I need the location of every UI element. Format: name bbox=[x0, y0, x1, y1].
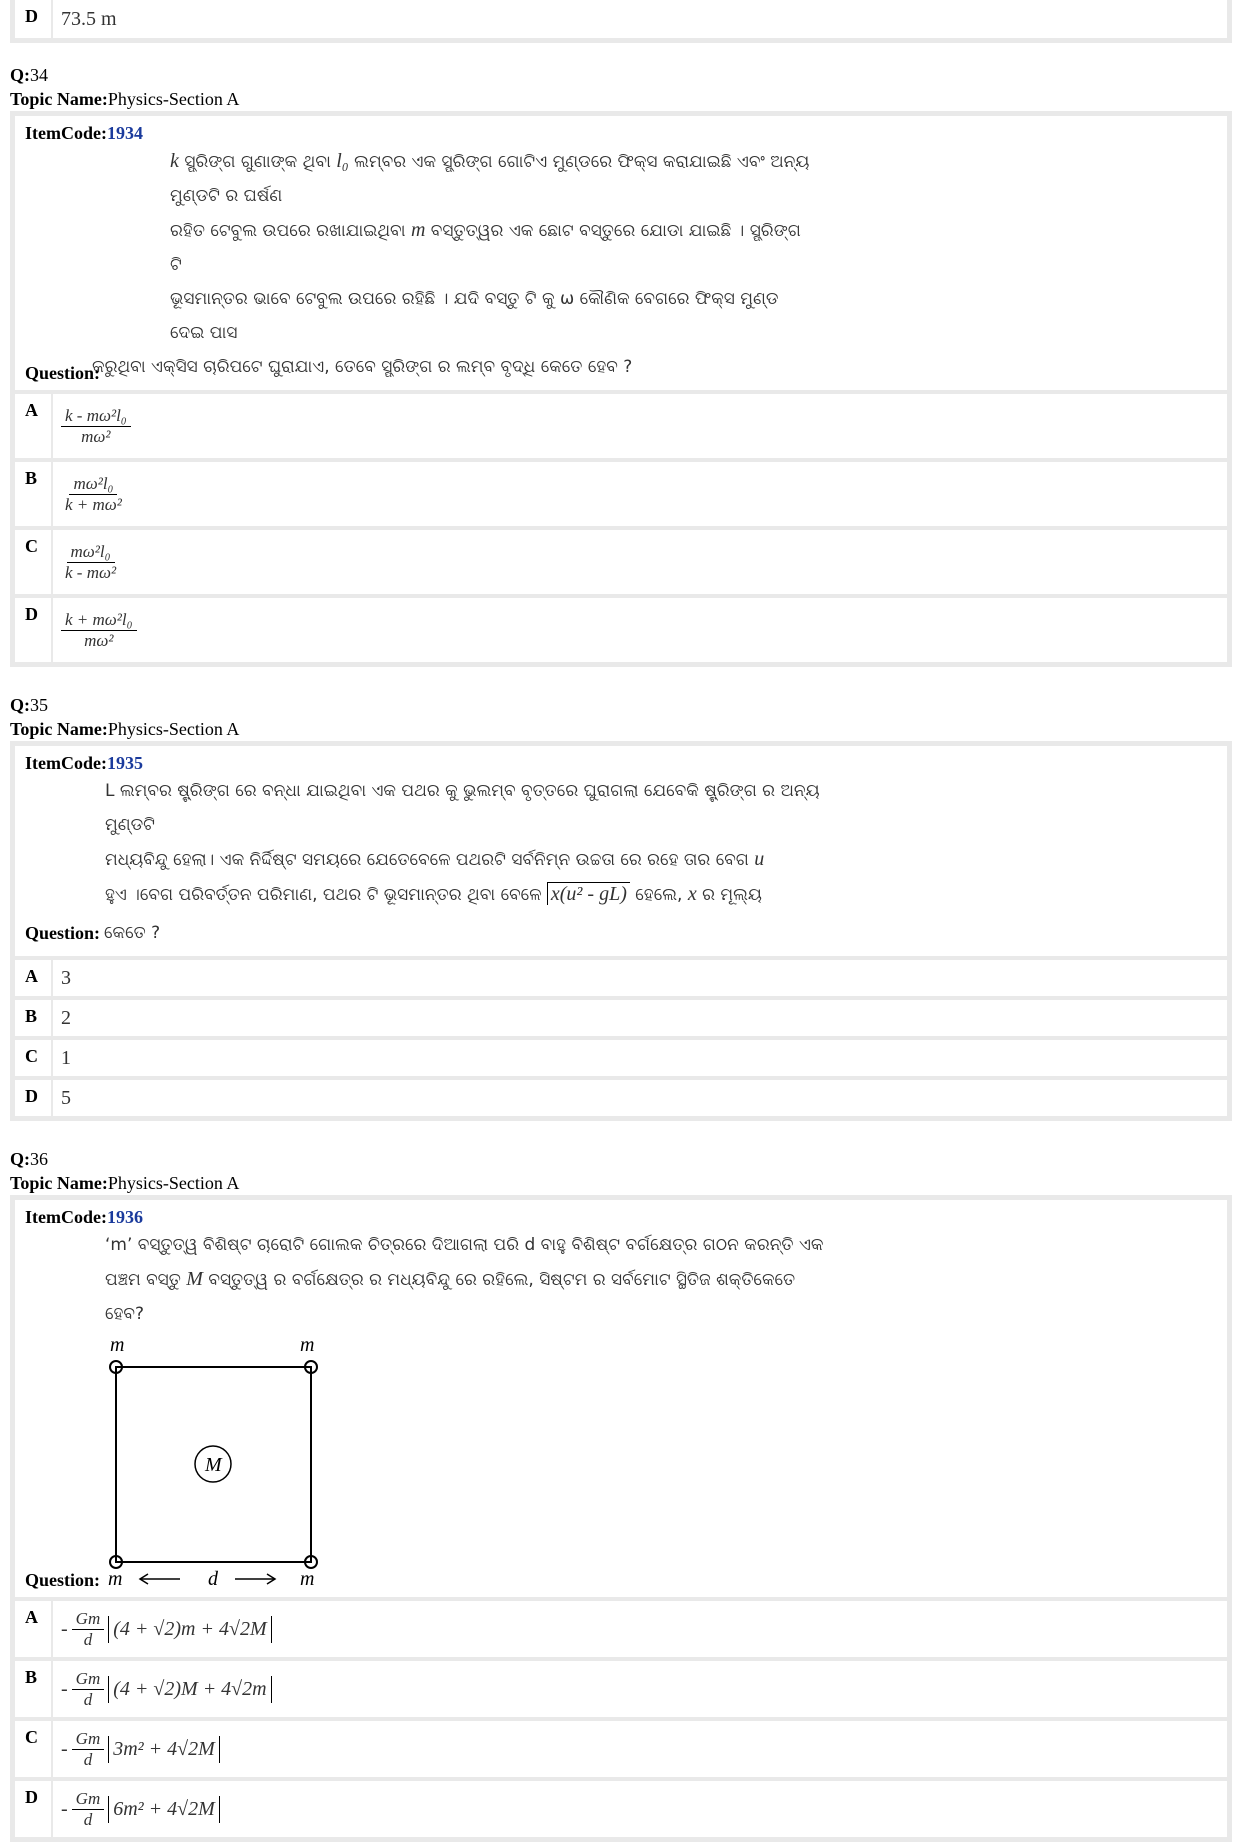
q36-header: Q:36 Topic Name:Physics-Section A bbox=[10, 1149, 240, 1193]
option-b[interactable]: B 2 bbox=[15, 1000, 1227, 1036]
topic-label: Topic Name: bbox=[10, 89, 108, 109]
question-label: Question: bbox=[25, 363, 101, 383]
option-d[interactable]: D $\frac{\text{k + mω²l₀}}{\text{mω²}}$ bbox=[15, 598, 1227, 662]
q36-item bbox=[10, 1195, 1232, 1842]
option-c[interactable]: C 1 bbox=[15, 1040, 1227, 1076]
itemcode-value: 1936 bbox=[106, 1207, 143, 1227]
question-text: k ସ୍ପ୍ରିଙ୍ଗ ଗୁଣାଙ୍କ ଥିବା l₀ ଲମ୍ବର ଏକ ସ୍ପ୍ରିଙ୍ଗ ଗୋଟିଏ ମୁଣ୍ଡରେ ଫିକ୍ସ କରାଯାଇଛି ଏବଂ ଅନ୍ୟ ମୁଣ୍ଡଟି ର ଘର୍ଷଣ ରହିତ ଟେବୁଲ ଉପରେ ରଖାଯାଇଥିବା m ବସ୍ତୁତ୍ୱର ଏକ ଛୋଟ ବସ୍ତୁରେ ଯୋଡା ଯାଇଛି । ସ୍ପ୍ରିଙ୍ଗ ଟି ଭୂସମାନ୍ତର ଭାବେ ଟେବୁଲ ଉପରେ ରହିଛି । ଯଦି ବସ୍ତୁ ଟି କୁ ω କୌଣିକ ବେଗରେ ଫିକ୍ସ ମୁଣ୍ଡ ଦେଇ ପାସ କରୁଥିବା ଏକ୍ସିସ ଚାରିପଟେ ଘୁରାଯାଏ, ତେବେ ସ୍ପ୍ରିଙ୍ଗ ର ଲମ୍ବ ବୃଦ୍ଧି କେତେ ହେବ ? bbox=[92, 150, 810, 377]
topic-name: Physics-Section A bbox=[107, 719, 240, 739]
side-label: d bbox=[208, 1568, 219, 1590]
question-paper bbox=[10, 0, 1232, 1842]
question-label: Question: bbox=[25, 922, 101, 943]
option-c[interactable]: C - $\frac{Gm}{d}$ 3m² + 4√2M bbox=[15, 1721, 1227, 1777]
q-number: 35 bbox=[30, 695, 48, 715]
itemcode-value: 1935 bbox=[106, 753, 143, 773]
question-text: ‘m’ ବସ୍ତୁତ୍ୱ ବିଶିଷ୍ଟ ଚାରୋଟି ଗୋଲକ ଚିତ୍ରରେ ଦିଆଗଲା ପରି d ବାହୁ ବିଶିଷ୍ଟ ବର୍ଗକ୍ଷେତ୍ର ଗଠନ କରନ୍ତି ଏକ ପଞ୍ଚମ ବସ୍ତୁ M ବସ୍ତୁତ୍ୱ ର ବର୍ଗକ୍ଷେତ୍ର ର ମଧ୍ୟବିନ୍ଦୁ ରେ ରହିଲେ, ସିଷ୍ଟମ ର ସର୍ବମୋଟ ସ୍ଥିତିଜ ଶକ୍ତିକେତେ ହେବ? bbox=[105, 1235, 824, 1324]
option-b[interactable]: B $\frac{\text{mω²l₀}}{\text{k + mω²}}$ bbox=[15, 462, 1227, 526]
q-number: 36 bbox=[30, 1149, 48, 1169]
q35-question-box: ItemCode:1935 L ଲମ୍ବର ଷ୍ଟ୍ରିଙ୍ଗ ରେ ବନ୍ଧା ଯାଇଥିବା ଏକ ପଥର କୁ ଭୁଲମ୍ବ ବୃତ୍ତରେ ଘୁରାଗଲା ଯେବେକି ଷ୍ଟ୍ରିଙ୍ଗ ର ଅନ୍ୟ ମୁଣ୍ଡଟି ମଧ୍ୟବିନ୍ଦୁ ହେଲା। ଏକ ନିର୍ଦ୍ଦିଷ୍ଟ ସମୟରେ ଯେତେବେଳେ ପଥରଟି ସର୍ବନିମ୍ନ ଉଚ୍ଚତା ରେ ରହେ ତାର ବେଗ u ହୁଏ ।ବେଗ ପରିବର୍ତ୍ତନ ପରିମାଣ, ପଥର ଟି ଭୂସମାନ୍ତର ଥିବା ବେଳେ x(u² - gL) ହେଲେ, x ର ମୂଲ୍ୟ Question: କେତେ ? bbox=[15, 746, 1227, 956]
q-label: Q: bbox=[10, 65, 30, 85]
mass-label-bl: m bbox=[108, 1568, 123, 1590]
itemcode-value: 1934 bbox=[106, 123, 143, 143]
option-b[interactable]: B - $\frac{Gm}{d}$ (4 + √2)M + 4√2m bbox=[15, 1661, 1227, 1717]
mass-label-center: M bbox=[205, 1454, 222, 1476]
option-d[interactable]: D - $\frac{Gm}{d}$ 6m² + 4√2M bbox=[15, 1781, 1227, 1837]
option-a[interactable]: A 3 bbox=[15, 960, 1227, 996]
option-a[interactable]: A $\frac{\text{k - mω²l₀}}{\text{mω²}}$ bbox=[15, 394, 1227, 458]
option-row bbox=[15, 0, 1227, 38]
q34-question-box bbox=[15, 116, 1227, 390]
mass-label-br: m bbox=[300, 1568, 315, 1590]
q35-header: Q:35 Topic Name:Physics-Section A bbox=[10, 695, 240, 739]
square-mass-diagram bbox=[100, 1331, 340, 1591]
itemcode: ItemCode:1934 bbox=[25, 123, 143, 143]
prev-question-tail bbox=[10, 0, 1232, 43]
q34-header bbox=[10, 63, 1232, 111]
question-label: Question: bbox=[25, 1570, 101, 1590]
q-number: 34 bbox=[30, 65, 48, 85]
q35-item bbox=[10, 741, 1232, 1121]
option-d[interactable]: D 5 bbox=[15, 1080, 1227, 1116]
option-c[interactable]: C $\frac{\text{mω²l₀}}{\text{k - mω²}}$ bbox=[15, 530, 1227, 594]
question-text: L ଲମ୍ବର ଷ୍ଟ୍ରିଙ୍ଗ ରେ ବନ୍ଧା ଯାଇଥିବା ଏକ ପଥର କୁ ଭୁଲମ୍ବ ବୃତ୍ତରେ ଘୁରାଗଲା ଯେବେକି ଷ୍ଟ୍ରିଙ୍ଗ ର ଅନ୍ୟ ମୁଣ୍ଡଟି ମଧ୍ୟବିନ୍ଦୁ ହେଲା। ଏକ ନିର୍ଦ୍ଦିଷ୍ଟ ସମୟରେ ଯେତେବେଳେ ପଥରଟି ସର୍ବନିମ୍ନ ଉଚ୍ଚତା ରେ ରହେ ତାର ବେଗ u ହୁଏ ।ବେଗ ପରିବର୍ତ୍ତନ ପରିମାଣ, ପଥର ଟି ଭୂସମାନ୍ତର ଥିବା ବେଳେ x(u² - gL) ହେଲେ, x ର ମୂଲ୍ୟ bbox=[105, 781, 820, 905]
q36-question-box: ItemCode:1936 ‘m’ ବସ୍ତୁତ୍ୱ ବିଶିଷ୍ଟ ଚାରୋଟି ଗୋଲକ ଚିତ୍ରରେ ଦିଆଗଲା ପରି d ବାହୁ ବିଶିଷ୍ଟ ବର୍ଗକ୍ଷେତ୍ର ଗଠନ କରନ୍ତି ଏକ ପଞ୍ଚମ ବସ୍ତୁ M ବସ୍ତୁତ୍ୱ ର ବର୍ଗକ୍ଷେତ୍ର ର ମଧ୍ୟବିନ୍ଦୁ ରେ ରହିଲେ, ସିଷ୍ଟମ ର ସର୍ବମୋଟ ସ୍ଥିତିଜ ଶକ୍ତିକେତେ ହେବ? Question: m m M m m d bbox=[15, 1200, 1227, 1597]
option-a[interactable]: A - $\frac{Gm}{d}$ (4 + √2)m + 4√2M bbox=[15, 1601, 1227, 1657]
topic-name: Physics-Section A bbox=[107, 1173, 240, 1193]
mass-label-tl: m bbox=[110, 1334, 125, 1356]
mass-label-tr: m bbox=[300, 1334, 315, 1356]
option-value: 73.5 m bbox=[61, 7, 117, 30]
q34-item bbox=[10, 111, 1232, 667]
option-letter: D bbox=[15, 0, 53, 38]
topic-name: Physics-Section A bbox=[107, 89, 240, 109]
